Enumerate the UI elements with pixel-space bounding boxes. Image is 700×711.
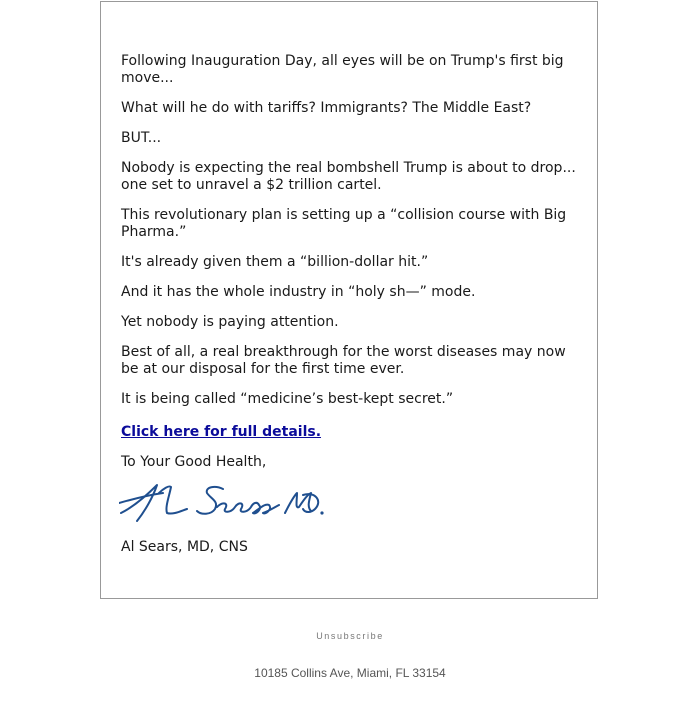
full-details-link[interactable]: Click here for full details. [121,424,322,440]
paragraph-but: BUT... [121,130,162,146]
paragraph-industry: And it has the whole industry in “holy sh—” mode. [121,284,476,300]
paragraph-breakthrough: Best of all, a real breakthrough for the worst diseases may now be at our disposal for the first time ever. [121,344,566,377]
paragraph-intro: Following Inauguration Day, all eyes will be on Trump's first big move... [121,53,564,86]
signature-image [119,483,325,527]
letter-container [100,1,598,599]
signature-name: Al Sears, MD, CNS [121,539,248,555]
paragraph-billion: It's already given them a “billion-dollar hit.” [121,254,429,270]
unsubscribe-link[interactable]: Unsubscribe [316,631,384,641]
letter-body [121,53,581,556]
paragraph-bombshell: Nobody is expecting the real bombshell Trump is about to drop... one set to unravel a $2 trillion cartel. [121,160,576,193]
paragraph-secret: It is being called “medicine’s best-kept secret.” [121,391,454,407]
paragraph-questions: What will he do with tariffs? Immigrants? The Middle East? [121,100,532,116]
closing-line: To Your Good Health, [121,454,267,470]
paragraph-attention: Yet nobody is paying attention. [121,314,339,330]
paragraph-collision: This revolutionary plan is setting up a “collision course with Big Pharma.” [121,207,567,240]
mailing-address: 10185 Collins Ave, Miami, FL 33154 [254,666,446,680]
